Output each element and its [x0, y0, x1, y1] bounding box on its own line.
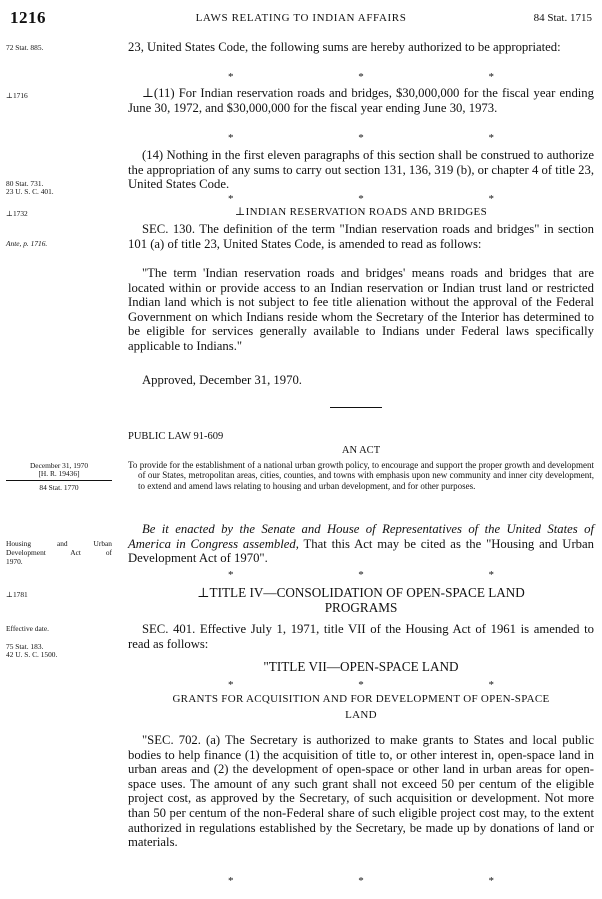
margin-note-stat-1770: 84 Stat. 1770 [39, 483, 79, 492]
margin-note-stat-731: 80 Stat. 731. [6, 179, 44, 188]
paragraph-section-130: SEC. 130. The definition of the term "Indian reservation roads and bridges" in section 101 (a) of title 23, United States Code, is amended to read as follows: [128, 222, 594, 251]
ellipsis-stars-2: * * * [228, 132, 494, 144]
enacting-clause [128, 522, 594, 566]
paragraph-definition: "The term 'Indian reservation roads and bridges' means roads and bridges that are located within or provide access to an Indian reservation or Indian trust land or restricted Indian land which is not subject to fee title alienation without the approval of the Federal Government on which Indians reside whom the Secretary of the Interior has determined to be eligible for services generally available to Indians under Federal laws specifically applicable to Indians." [128, 266, 594, 353]
margin-note-page-1732: ⊥1732 [6, 209, 28, 218]
margin-note-page-1781: ⊥1781 [6, 590, 28, 599]
margin-note-usc-1500: 42 U. S. C. 1500. [6, 650, 58, 659]
enacting-clause-citation: That this Act may be cited as the "Housing and Urban Development Act of 1970". [128, 536, 594, 566]
grants-heading-line-1: GRANTS FOR ACQUISITION AND FOR DEVELOPMENT OF OPEN-SPACE [172, 693, 550, 705]
title-iv-heading-line-2: PROGRAMS [324, 600, 398, 615]
paragraph-section-401: SEC. 401. Effective July 1, 1971, title VII of the Housing Act of 1961 is amended to read as follows: [128, 622, 594, 651]
margin-note-stat-183: 75 Stat. 183. [6, 642, 44, 651]
running-header [10, 8, 592, 30]
paragraph-construction-limit: (14) Nothing in the first eleven paragraphs of this section shall be construed to authorize the appropriation of any sums to carry out section 131, 136, 319 (b), or chapter 4 of title 23, United States Code. [128, 148, 594, 192]
margin-note-bill-number: [H. R. 19436] [6, 470, 112, 481]
page-number: 1216 [10, 8, 46, 27]
ellipsis-stars-4: * * * [228, 569, 494, 581]
margin-note-effective-date: Effective date. [6, 624, 49, 633]
approval-date: Approved, December 31, 1970. [142, 373, 302, 387]
act-heading: AN ACT [341, 445, 381, 456]
ellipsis-stars-6: * * * [228, 875, 494, 887]
ellipsis-stars-5: * * * [228, 679, 494, 691]
heading-indian-reservation-roads: ⊥INDIAN RESERVATION ROADS AND BRIDGES [235, 206, 487, 218]
title-vii-heading: "TITLE VII—OPEN-SPACE LAND [263, 659, 459, 674]
enacting-clause-italic: Be it enacted by the Senate and House of Representatives of the United States of America in Congress assembled, [128, 522, 594, 551]
statute-reference: 84 Stat. 1715 [533, 12, 592, 24]
margin-note-page-1716: ⊥1716 [6, 91, 28, 100]
margin-note-short-title-3: 1970. [6, 557, 23, 566]
title-iv-heading-line-1: ⊥TITLE IV—CONSOLIDATION OF OPEN-SPACE LAND [197, 585, 525, 600]
grants-heading-line-2: LAND [345, 709, 377, 721]
paragraph-section-702: "SEC. 702. (a) The Secretary is authorized to make grants to States and local public bodies to help finance (1) the acquisition of title to, or other interest in, open-space land in urban areas and (2) the development of open-space or other land in urban areas for open-space uses. The amount of any such grant shall not exceed 50 per centum of the eligible project cost, as approved by the Secretary, of such acquisition or development. Not more than 50 per centum of the non-Federal share of such eligible project cost may, to the extent authorized in regulations established by the Secretary, be made up by donations of land or materials. [128, 733, 594, 850]
margin-note-usc-401: 23 U. S. C. 401. [6, 187, 54, 196]
margin-note-short-title-1: Housing and Urban [6, 539, 112, 548]
section-divider [330, 407, 382, 408]
running-title: LAWS RELATING TO INDIAN AFFAIRS [195, 12, 407, 24]
ellipsis-stars-1: * * * [228, 71, 494, 83]
paragraph-appropriation-intro: 23, United States Code, the following sums are hereby authorized to be appropriated: [128, 40, 561, 54]
margin-note-stat-885: 72 Stat. 885. [6, 43, 44, 52]
act-purpose: To provide for the establishment of a national urban growth policy, to encourage and support the proper growth and development of our States, metropolitan areas, cities, counties, and towns with emphasis upon new community and inner city development, to extend and amend laws relating to housing and urban development, and for other purposes. [128, 460, 594, 491]
margin-note-ante: Ante, p. 1716. [6, 239, 48, 248]
margin-note-short-title-2: Development Act of [6, 548, 112, 557]
paragraph-roads-bridges-funding: ⊥(11) For Indian reservation roads and bridges, $30,000,000 for the fiscal year ending June 30, 1972, and $30,000,000 for the fiscal year ending June 30, 1973. [128, 86, 594, 115]
public-law-number: PUBLIC LAW 91-609 [128, 431, 224, 442]
ellipsis-stars-3: * * * [228, 193, 494, 205]
margin-note-date: December 31, 1970 [29, 461, 89, 470]
